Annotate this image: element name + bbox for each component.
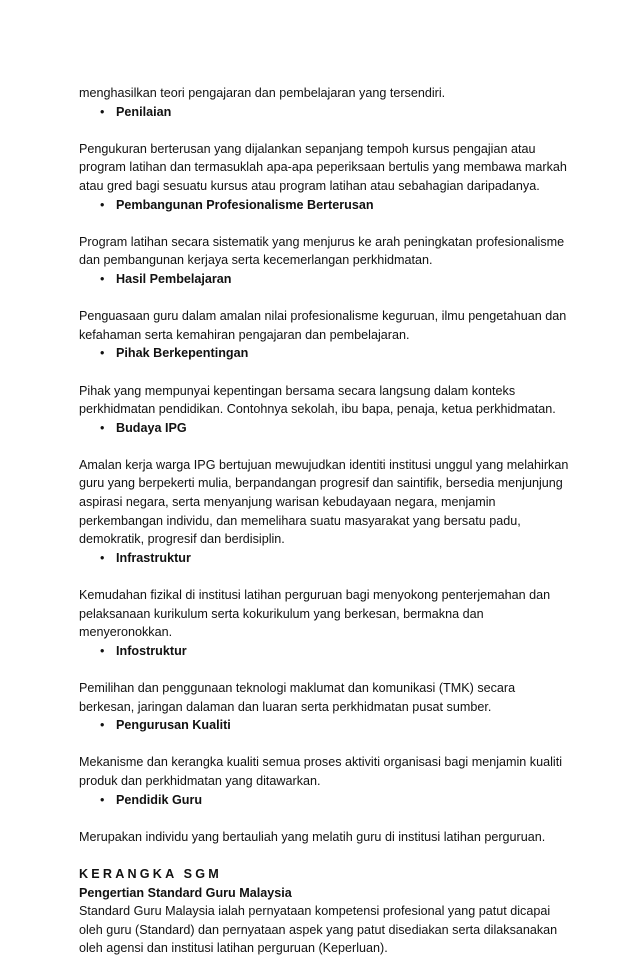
term-heading [79, 344, 569, 363]
term-label: Pihak Berkepentingan [116, 346, 249, 361]
term-label: Pendidik Guru [116, 792, 203, 807]
bullet-icon: • [100, 271, 105, 286]
term-definition: Amalan kerja warga IPG bertujuan mewujudkan identiti institusi unggul yang melahirkan guru yang berpekerti mulia, berpandangan progresif dan saintifik, bersedia menjunjung aspirasi negara, serta menyanjung warisan kebudayaan negara, menjamin perkembangan individu, dan memelihara suatu masyarakat yang bersatu padu, demokratik, progresif dan berdisiplin. [79, 457, 569, 547]
intro-text: menghasilkan teori pengajaran dan pembelajaran yang tersendiri. [79, 86, 446, 100]
bullet-icon: • [100, 420, 105, 435]
term-heading [79, 549, 569, 568]
term-label: Budaya IPG [116, 420, 187, 435]
term-heading [79, 196, 569, 215]
bullet-icon: • [100, 792, 105, 807]
bullet-icon: • [100, 346, 105, 361]
section-title: KERANGKA SGM [79, 866, 222, 881]
term-definition: Pemilihan dan penggunaan teknologi maklumat dan komunikasi (TMK) secara berkesan, jaringan dalaman dan luaran serta perkhidmatan pusat sumber. [79, 681, 516, 714]
term-heading [79, 103, 569, 122]
term-label: Penilaian [116, 104, 172, 119]
term-heading [79, 642, 569, 661]
term-definition: Penguasaan guru dalam amalan nilai profesionalisme keguruan, ilmu pengetahuan dan kefahaman serta kemahiran pengajaran dan pembelajaran. [79, 309, 567, 342]
term-label: Pembangunan Profesionalisme Berterusan [116, 197, 374, 212]
term-label: Hasil Pembelajaran [116, 271, 232, 286]
term-definition: Kemudahan fizikal di institusi latihan perguruan bagi menyokong penterjemahan dan pelaksanaan kurikulum serta kokurikulum yang berkesan, bermakna dan menyeronokkan. [79, 588, 551, 640]
section-subtitle: Pengertian Standard Guru Malaysia [79, 885, 292, 900]
bullet-icon: • [100, 197, 105, 212]
term-heading [79, 270, 569, 289]
term-heading [79, 716, 569, 735]
term-definition: Pihak yang mempunyai kepentingan bersama secara langsung dalam konteks perkhidmatan pendidikan. Contohnya sekolah, ibu bapa, penaja, ketua perkhidmatan. [79, 383, 556, 417]
document-page [79, 84, 569, 958]
bullet-icon: • [100, 104, 105, 119]
section-body: Standard Guru Malaysia ialah pernyataan kompetensi profesional yang patut dicapai oleh guru (Standard) dan pernyataan aspek yang patut disediakan serta dilaksanakan oleh agensi dan institusi latihan perguruan (Keperluan). [79, 904, 558, 956]
term-definition: Merupakan individu yang bertauliah yang melatih guru di institusi latihan perguruan. [79, 829, 546, 844]
term-definition: Pengukuran berterusan yang dijalankan sepanjang tempoh kursus pengajian atau program latihan dan termasuklah apa-apa peperiksaan bertulis yang membawa markah atau gred bagi sesuatu kursus atau program latihan atau sebahagian daripadanya. [79, 141, 567, 193]
term-label: Pengurusan Kualiti [116, 718, 231, 733]
term-heading [79, 791, 569, 810]
term-definition: Mekanisme dan kerangka kualiti semua proses aktiviti organisasi bagi menjamin kualiti produk dan perkhidmatan yang ditawarkan. [79, 755, 562, 788]
bullet-icon: • [100, 550, 105, 565]
term-label: Infrastruktur [116, 550, 191, 565]
bullet-icon: • [100, 718, 105, 733]
term-heading [79, 419, 569, 438]
term-label: Infostruktur [116, 643, 187, 658]
bullet-icon: • [100, 643, 105, 658]
term-definition: Program latihan secara sistematik yang menjurus ke arah peningkatan profesionalisme dan pembangunan kerjaya serta kecemerlangan perkhidmatan. [79, 234, 565, 268]
